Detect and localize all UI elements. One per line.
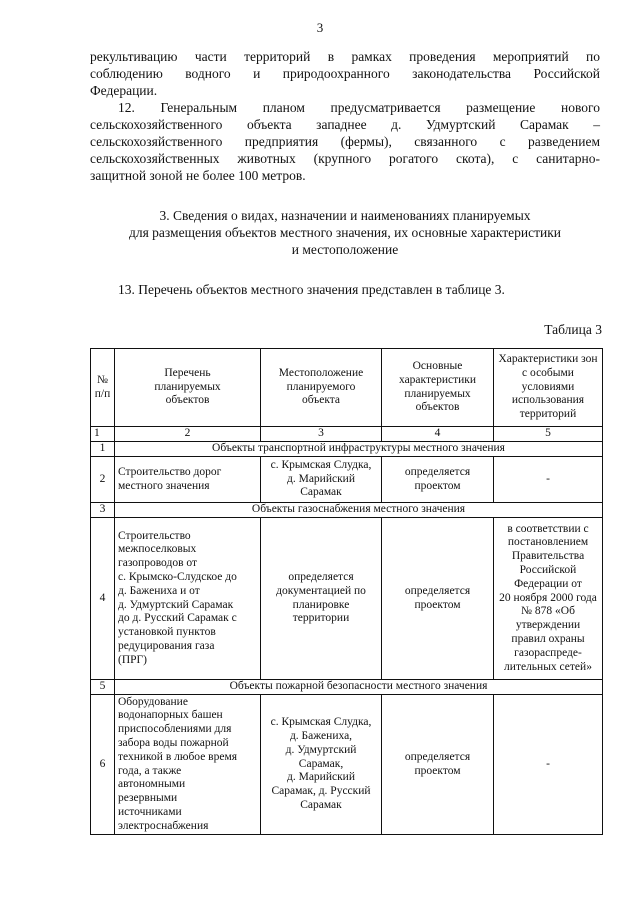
cell-text-line: определяется [404,584,471,597]
object-name [115,695,261,835]
cell-text-line: Российской [519,564,577,576]
section-title: Объекты газоснабжения местного значения [115,503,603,518]
cell-text-line: источниками [118,805,182,818]
intro-line: Федерации. [90,83,158,98]
cell-text-line: д. Бажениха, [289,730,353,742]
paragraph-line: сельскохозяйственного предприятия (фермы), связанного с разведением [90,134,600,149]
cell-text-line: забора воды пожарной [118,736,229,749]
cell-text-line: правил охраны [511,632,585,645]
object-name [115,457,261,503]
column-number: 3 [261,427,382,442]
header-text-line: объектов [415,401,460,414]
header-text-line: характеристики [398,373,477,386]
cell-text-line: установкой пунктов [118,626,216,639]
cell-text-line: Оборудование [118,695,188,708]
table-row [91,695,603,835]
table-row [91,518,603,680]
paragraph-line: сельскохозяйственного объекта западнее д. Удмуртский Сарамак – [90,117,600,132]
paragraph-line: защитной зоной не более 100 метров. [90,168,306,183]
cell-text-line: до д. Русский Сарамак с [118,612,237,625]
header-text-line: объекта [301,394,341,407]
cell-text-line: территории [292,612,350,625]
object-location [261,457,382,503]
cell-text-line: Сарамак [300,798,342,811]
header-text-line: Характеристики зон [498,353,598,365]
row-number: 2 [91,457,115,503]
cell-text-line: лительных сетей» [504,660,592,673]
header-objects-list [115,349,261,427]
header-text-line: планируемых [154,380,221,393]
header-text-line: условиями [521,380,575,393]
object-location [261,518,382,680]
cell-text-line: проектом [414,764,461,777]
object-name [115,518,261,680]
objects-table [90,348,603,835]
intro-line: соблюдению водного и природоохранного законодательства Российской [90,66,600,81]
cell-text-line: местного значения [118,479,210,492]
header-text-line: № [97,373,108,386]
table-row [91,457,603,503]
cell-text-line: Федерации от [514,577,582,590]
cell-text-line: с. Крымская Слудка, [270,458,372,471]
row-number: 4 [91,518,115,680]
paragraph-12 [90,99,600,184]
column-number-row [91,427,603,442]
header-characteristics [382,349,494,427]
row-number: 6 [91,695,115,835]
object-location [261,695,382,835]
cell-text-line: Сарамак, д. Русский [271,785,371,798]
cell-text-line: проектом [414,598,461,611]
header-text-line: Основные [412,359,463,372]
cell-text-line: определяется [288,570,354,583]
object-zones [494,518,603,680]
cell-text-line: определяется [404,465,471,478]
column-number: 1 [91,427,115,442]
header-zones [494,349,603,427]
cell-text-line: документацией по [276,584,366,597]
object-characteristics [382,695,494,835]
page-number: 3 [316,20,324,35]
paragraph-13: 13. Перечень объектов местного значения представлен в таблице 3. [118,282,505,297]
cell-text-line: с. Крымско-Слудское до [118,570,237,583]
cell-text-line: д. Удмуртский Сарамак [118,598,234,611]
section-number: 1 [91,442,115,457]
column-number: 4 [382,427,494,442]
cell-text-line: определяется [404,750,471,763]
cell-text-line: с. Крымская Слудка, [270,716,372,729]
cell-text-line: приспособлениями для [118,723,232,736]
intro-line: рекультивацию части территорий в рамках проведения мероприятий по [90,49,600,64]
cell-text-line: (ПРГ) [118,653,148,666]
heading-line: и местоположение [291,242,399,257]
table-caption: Таблица 3 [544,322,602,337]
header-text-line: объектов [165,394,210,407]
header-text-line: п/п [94,387,111,400]
cell-text-line: в соответствии с [507,522,589,535]
cell-text-line: постановлением [507,536,589,549]
section-title: Объекты транспортной инфраструктуры местного значения [115,442,603,457]
header-text-line: использования [511,394,585,407]
paragraph-line: 12. Генеральным планом предусматривается размещение нового [118,100,600,115]
cell-text-line: проектом [414,479,461,492]
intro-paragraph [90,48,600,99]
cell-text-line: д. Бажениха и от [118,584,200,597]
header-number [91,349,115,427]
header-text-line: территорий [519,408,577,421]
column-number: 5 [494,427,603,442]
cell-text-line: года, а также [118,764,182,777]
cell-text-line: № 878 «Об [521,605,575,618]
cell-text-line: Сарамак, [298,757,344,770]
section-number: 3 [91,503,115,518]
cell-text-line: д. Марийский [287,771,355,784]
section-title: Объекты пожарной безопасности местного значения [115,680,603,695]
section-heading [90,207,600,258]
cell-text-line: газораспреде- [514,646,582,659]
cell-text-line: д. Марийский [287,472,355,485]
heading-line: для размещения объектов местного значения, их основные характеристики [128,225,562,240]
cell-text-line: техникой в любое время [118,750,238,763]
section-row-transport [91,442,603,457]
cell-text-line: Строительство [118,529,191,542]
cell-text-line: Строительство дорог [118,465,222,478]
cell-text-line: газопроводов от [118,557,198,570]
object-characteristics [382,457,494,503]
heading-line: 3. Сведения о видах, назначении и наименованиях планируемых [159,208,531,223]
object-characteristics [382,518,494,680]
section-number: 5 [91,680,115,695]
object-zones: - [494,695,603,835]
cell-text-line: водонапорных башен [118,709,223,722]
header-text-line: Перечень [164,366,211,379]
cell-text-line: резервными [118,792,178,805]
cell-text-line: межпоселковых [118,543,197,556]
paragraph-line: сельскохозяйственных животных (крупного рогатого скота), с санитарно- [90,151,600,166]
cell-text-line: д. Удмуртский [285,743,357,756]
header-text-line: Местоположение [278,366,364,379]
section-row-fire-safety [91,680,603,695]
column-number: 2 [115,427,261,442]
cell-text-line: Правительства [511,550,585,563]
header-text-line: планируемого [286,380,356,393]
cell-text-line: планировке [292,598,350,611]
cell-text-line: электроснабжения [118,819,209,832]
cell-text-line: редуцирования газа [118,639,215,652]
header-text-line: планируемых [404,387,471,400]
cell-text-line: 20 ноября 2000 года [499,591,597,604]
cell-text-line: утверждении [515,619,581,632]
section-row-gas [91,503,603,518]
object-zones: - [494,457,603,503]
header-location [261,349,382,427]
table-header-row [91,349,603,427]
cell-text-line: Сарамак [300,486,342,499]
cell-text-line: автономными [118,778,186,791]
header-text-line: с особыми [522,366,574,379]
